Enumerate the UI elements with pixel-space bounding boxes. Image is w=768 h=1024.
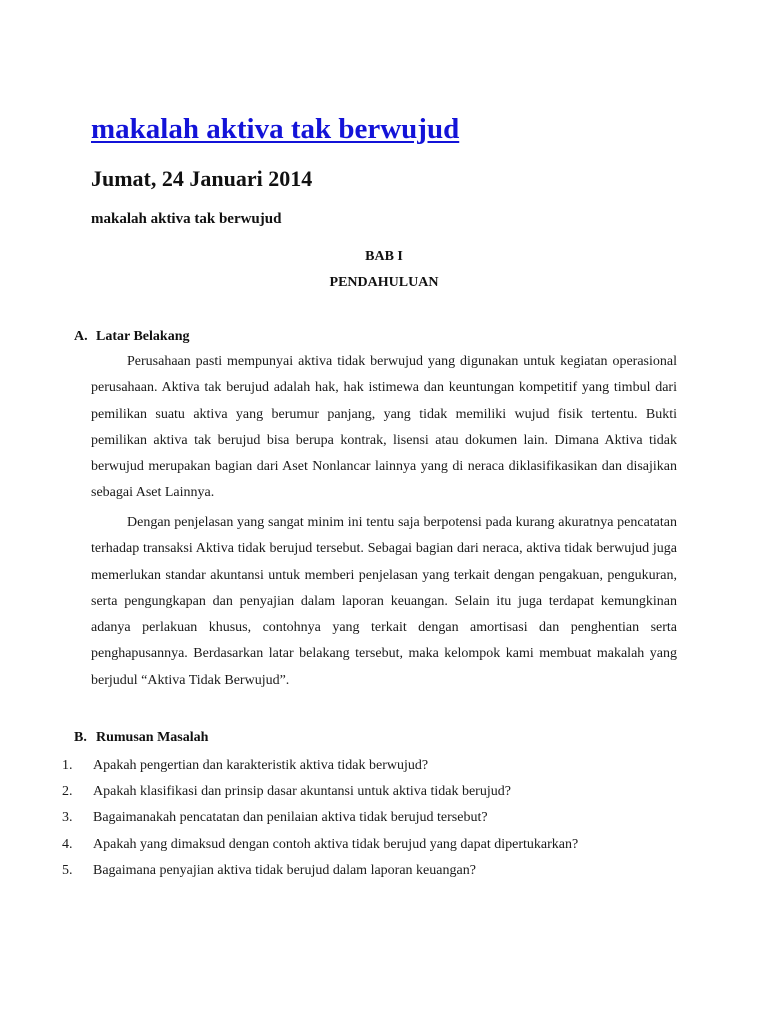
post-date: Jumat, 24 Januari 2014: [91, 166, 313, 191]
list-item: [62, 858, 578, 884]
list-item: [62, 832, 578, 858]
question-list: [62, 753, 578, 884]
chapter-number: BAB I: [365, 249, 403, 264]
list-number: 4.: [62, 836, 73, 852]
paragraph-1: Perusahaan pasti mempunyai aktiva tidak berwujud yang digunakan untuk kegiatan operasional perusahaan. Aktiva tak berujud adalah hak, hak istimewa dan keuntungan kompetitif yang timbul dari pemilikan suatu aktiva yang berumur panjang, yang tidak memiliki wujud fisik tertentu. Bukti pemilikan aktiva tak berujud bisa berupa kontrak, lisensi atau dokumen lain. Dimana Aktiva tidak berwujud merupakan bagian dari Aset Nonlancar lainnya yang di neraca diklasifikasikan dan disajikan sebagai Aset Lainnya.: [91, 354, 677, 501]
list-number: 2.: [62, 784, 73, 800]
list-number: 1.: [62, 758, 73, 773]
list-text: Bagaimanakah pencatatan dan penilaian aktiva tidak berujud tersebut?: [93, 810, 488, 826]
section-b-heading: [74, 730, 208, 746]
chapter-title: PENDAHULUAN: [329, 275, 439, 290]
section-b-title: Rumusan Masalah: [96, 730, 209, 745]
list-item: [62, 779, 578, 805]
list-text: Bagaimana penyajian aktiva tidak berujud dalam laporan keuangan?: [93, 862, 476, 878]
list-number: 5.: [62, 862, 73, 878]
list-text: Apakah yang dimaksud dengan contoh aktiva tidak berujud yang dapat dipertukarkan?: [93, 836, 579, 852]
paragraph-2: Dengan penjelasan yang sangat minim ini tentu saja berpotensi pada kurang akuratnya pencatatan terhadap transaksi Aktiva tidak berujud tersebut. Sebagai bagian dari neraca, aktiva tidak berwujud juga memerlukan standar akuntansi untuk memberi penjelasan yang terkait dengan pengakuan, pengukuran, serta pengungkapan dan penyajian dalam laporan keuangan. Selain itu juga terdapat kemungkinan adanya perlakuan khusus, contohnya yang terkait dengan amortisasi dan penghentian serta penghapusannya. Berdasarkan latar belakang tersebut, maka kelompok kami membuat makalah yang berjudul “Aktiva Tidak Berwujud”.: [91, 515, 677, 688]
post-title: makalah aktiva tak berwujud: [91, 211, 282, 227]
section-a-title: Latar Belakang: [96, 329, 190, 344]
list-text: Apakah klasifikasi dan prinsip dasar akuntansi untuk aktiva tidak berujud?: [93, 784, 511, 800]
list-item: [62, 805, 578, 831]
section-a-heading: [74, 329, 189, 345]
list-text: Apakah pengertian dan karakteristik aktiva tidak berwujud?: [93, 758, 429, 773]
page-title-link[interactable]: makalah aktiva tak berwujud: [91, 113, 460, 145]
list-item: [62, 753, 578, 779]
section-a-marker: A.: [74, 329, 88, 344]
list-number: 3.: [62, 810, 73, 826]
section-b-marker: B.: [74, 730, 87, 745]
